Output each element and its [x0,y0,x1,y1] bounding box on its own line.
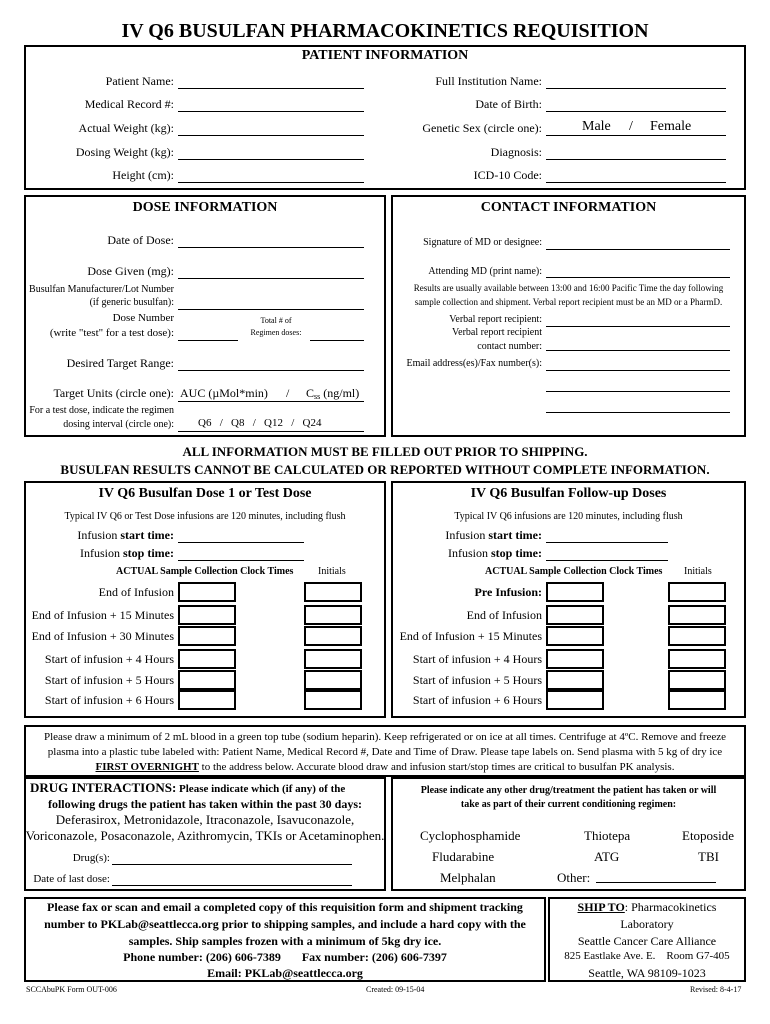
manufacturer-label-2: (if generic busulfan): [89,297,174,308]
followup-initials-cell[interactable] [668,626,726,646]
warning-line-1: ALL INFORMATION MUST BE FILLED OUT PRIOR TO SHIPPING. [182,444,588,459]
verbal-recipient-label: Verbal report recipient: [449,314,542,325]
ship-to-line-5: Seattle, WA 98109-1023 [588,966,706,980]
ship-to-line-2: Laboratory [620,917,674,931]
signature-label: Signature of MD or designee: [423,237,542,248]
actual-weight-label: Actual Weight (kg): [78,121,174,135]
genetic-sex-field[interactable] [546,135,726,136]
followup-start-field[interactable] [546,542,668,543]
dose1-row-label: End of Infusion [98,585,174,599]
followup-time-cell[interactable] [546,649,604,669]
last-dose-field[interactable] [112,885,352,886]
followup-initials-header: Initials [684,566,712,577]
icd10-field[interactable] [546,182,726,183]
total-doses-field[interactable] [310,340,364,341]
signature-field[interactable] [546,249,730,250]
followup-row-label: Start of infusion + 6 Hours [412,693,542,707]
results-note-2: sample collection and shipment. Verbal report recipient must be an MD or a PharmD. [414,297,723,307]
followup-row-label: End of Infusion [466,608,542,622]
dose1-initials-cell[interactable] [304,605,362,625]
genetic-sex-label: Genetic Sex (circle one): [422,121,542,135]
actual-weight-field[interactable] [178,135,364,136]
drug-interactions-line-2: following drugs the patient has taken within the past 30 days: [47,797,363,811]
dose-number-field[interactable] [178,340,238,341]
followup-row-label: Start of infusion + 5 Hours [412,673,542,687]
followup-stop-field[interactable] [546,560,668,561]
followup-initials-cell[interactable] [668,582,726,602]
auc-option[interactable]: AUC (µMol*min) [180,386,268,400]
followup-row-label: Start of infusion + 4 Hours [412,652,542,666]
sex-male-option[interactable]: Male [582,119,611,134]
drugs-label: Drug(s): [72,852,110,864]
dose1-initials-cell[interactable] [304,626,362,646]
dose-number-label-1: Dose Number [112,312,174,324]
followup-row-label: Pre Infusion: [474,585,542,599]
total-doses-label-2: Regimen doses: [250,328,302,337]
institution-label: Full Institution Name: [435,74,542,88]
last-dose-label: Date of last dose: [33,873,110,885]
ship-to-line-4: 825 Eastlake Ave. E. Room G7-405 [564,950,730,962]
dose1-stop-field[interactable] [178,560,304,561]
dose1-time-cell[interactable] [178,626,236,646]
icd10-label: ICD-10 Code: [473,168,542,182]
dosing-interval-options[interactable]: Q6 / Q8 / Q12 / Q24 [198,417,322,429]
dose-info-header: DOSE INFORMATION [132,200,278,215]
fax-line-1: Please fax or scan and email a completed copy of this requisition form and shipment tracking [47,900,523,914]
height-label: Height (cm): [112,168,174,182]
warning-line-2: BUSULFAN RESULTS CANNOT BE CALCULATED OR REPORTED WITHOUT COMPLETE INFORMATION. [60,462,710,477]
followup-actual-header: ACTUAL Sample Collection Clock Times [485,566,663,577]
regimen-atg[interactable]: ATG [594,849,620,864]
dose1-header: IV Q6 Busulfan Dose 1 or Test Dose [98,486,312,501]
dose1-row-label: Start of infusion + 4 Hours [44,652,174,666]
dose1-row-label: Start of infusion + 5 Hours [44,673,174,687]
fax-line-4: Phone number: (206) 606-7389 Fax number: (206) 606-7397 [123,950,447,964]
followup-initials-cell[interactable] [668,690,726,710]
date-of-dose-field[interactable] [178,247,364,248]
dose1-actual-header: ACTUAL Sample Collection Clock Times [116,566,294,577]
sex-female-option[interactable]: Female [650,119,692,134]
email-field-1[interactable] [546,370,730,371]
target-units-label: Target Units (circle one): [53,386,174,400]
institution-field[interactable] [546,88,726,89]
patient-name-field[interactable] [178,88,364,89]
regimen-line-2: take as part of their current conditioning regimen: [460,799,677,810]
footer-created: Created: 09-15-04 [366,985,425,994]
dose1-initials-cell[interactable] [304,690,362,710]
dose1-time-cell[interactable] [178,582,236,602]
followup-header: IV Q6 Busulfan Follow-up Doses [470,486,667,501]
manufacturer-label-1: Busulfan Manufacturer/Lot Number [29,284,174,295]
dose1-stop-label: Infusion stop time: [80,546,174,560]
dose-given-field[interactable] [178,278,364,279]
attending-label: Attending MD (print name): [428,266,542,277]
page-title: IV Q6 BUSULFAN PHARMACOKINETICS REQUISITION [121,20,649,42]
contact-info-header: CONTACT INFORMATION [480,200,657,215]
test-dose-label-1: For a test dose, indicate the regimen [29,405,174,416]
regimen-tbi[interactable]: TBI [698,849,719,864]
total-doses-label-1: Total # of [260,316,292,325]
regimen-cyclophosphamide[interactable]: Cyclophosphamide [420,828,521,843]
footer-form-id: SCCAbuPK Form OUT-006 [26,985,117,994]
dose1-initials-cell[interactable] [304,670,362,690]
regimen-fludarabine[interactable]: Fludarabine [432,849,495,864]
fax-line-3: samples. Ship samples frozen with a minimum of 5kg dry ice. [128,934,442,948]
followup-initials-cell[interactable] [668,670,726,690]
regimen-other-label: Other: [557,870,591,885]
verbal-contact-label-1: Verbal report recipient [452,327,542,338]
followup-time-cell[interactable] [546,626,604,646]
test-dose-label-2: dosing interval (circle one): [63,419,174,430]
followup-time-cell[interactable] [546,670,604,690]
instructions-line-1: Please draw a minimum of 2 mL blood in a green top tube (sodium heparin). Keep refrigerated or on ice at all times. Centrifuge at 4ºC. Remove and freeze [43,731,727,743]
dose-number-label-2: (write "test" for a test dose): [49,327,174,339]
medical-record-field[interactable] [178,111,364,112]
ship-to-line-3: Seattle Cancer Care Alliance [577,934,717,948]
dose1-time-cell[interactable] [178,670,236,690]
sex-separator: / [629,119,633,134]
regimen-line-1: Please indicate any other drug/treatment the patient has taken or will [420,785,717,796]
units-separator: / [286,386,290,400]
dose1-typical-note: Typical IV Q6 or Test Dose infusions are 120 minutes, including flush [64,511,346,522]
dose1-start-label: Infusion start time: [77,528,174,542]
followup-start-label: Infusion start time: [445,528,542,542]
drug-interactions-line-4: Voriconazole, Posaconazole, Azithromycin, TKIs or Acetaminophen. [25,828,385,843]
dosing-weight-field[interactable] [178,159,364,160]
dose1-initials-cell[interactable] [304,582,362,602]
results-note-1: Results are usually available between 13:00 and 16:00 Pacific Time the day following [413,283,724,293]
drug-interactions-header: DRUG INTERACTIONS: Please indicate which (if any) of the [30,780,346,795]
drugs-field[interactable] [112,864,352,865]
manufacturer-field[interactable] [178,309,364,310]
target-units-field [178,401,364,402]
date-of-dose-label: Date of Dose: [107,233,174,247]
verbal-contact-field[interactable] [546,350,730,351]
regimen-other-field[interactable] [596,882,716,883]
footer-revised: Revised: 8-4-17 [690,985,742,994]
drug-interactions-line-3: Deferasirox, Metronidazole, Itraconazole, Isavuconazole, [55,812,355,827]
regimen-melphalan[interactable]: Melphalan [440,870,496,885]
followup-time-cell[interactable] [546,690,604,710]
dose1-row-label: End of Infusion + 30 Minutes [31,629,174,643]
css-option[interactable]: $C_{ss}$ (ng/ml) [306,386,360,401]
diagnosis-field[interactable] [546,159,726,160]
dose1-row-label: Start of infusion + 6 Hours [44,693,174,707]
target-range-field[interactable] [178,370,364,371]
regimen-thiotepa[interactable]: Thiotepa [584,828,631,843]
dose1-start-field[interactable] [178,542,304,543]
dose1-time-cell[interactable] [178,605,236,625]
contact-info-section [391,195,746,437]
fax-line-5: Email: PKLab@seattlecca.org [207,966,363,980]
followup-time-cell[interactable] [546,582,604,602]
email-label: Email address(es)/Fax number(s): [406,358,542,369]
dose1-time-cell[interactable] [178,690,236,710]
dose1-row-label: End of Infusion + 15 Minutes [31,608,174,622]
dose1-time-cell[interactable] [178,649,236,669]
followup-stop-label: Infusion stop time: [448,546,542,560]
dosing-weight-label: Dosing Weight (kg): [75,145,174,159]
email-field-3[interactable] [546,412,730,413]
ship-to-line-1: SHIP TO: Pharmacokinetics [577,900,717,914]
followup-initials-cell[interactable] [668,649,726,669]
dose1-initials-cell[interactable] [304,649,362,669]
followup-row-label: End of Infusion + 15 Minutes [399,629,542,643]
medical-record-label: Medical Record #: [84,97,174,111]
verbal-contact-label-2: contact number: [477,341,542,352]
instructions-line-3: FIRST OVERNIGHT to the address below. Accurate blood draw and infusion start/stop times are critical to busulfan PK analysis. [95,761,675,773]
diagnosis-label: Diagnosis: [490,145,542,159]
verbal-recipient-field[interactable] [546,326,730,327]
patient-name-label: Patient Name: [105,74,174,88]
dose-given-label: Dose Given (mg): [87,264,174,278]
fax-line-2: number to PKLab@seattlecca.org prior to shipping samples, and include a hard copy with the [44,917,526,931]
dose1-initials-header: Initials [318,566,346,577]
instructions-line-2: plasma into a plastic tube labeled with: Patient Name, Medical Record #, Date and Time of Draw. Please tape labels on. Send plasma with 5 kg of dry ice [47,746,723,758]
followup-initials-cell[interactable] [668,605,726,625]
dob-label: Date of Birth: [475,97,542,111]
email-field-2[interactable] [546,391,730,392]
regimen-etoposide[interactable]: Etoposide [682,828,734,843]
patient-info-header: PATIENT INFORMATION [301,48,469,63]
height-field[interactable] [178,182,364,183]
attending-field[interactable] [546,277,730,278]
followup-typical-note: Typical IV Q6 infusions are 120 minutes, including flush [454,511,683,522]
target-range-label: Desired Target Range: [66,356,174,370]
dob-field[interactable] [546,111,726,112]
followup-time-cell[interactable] [546,605,604,625]
dosing-interval-field [178,431,364,432]
